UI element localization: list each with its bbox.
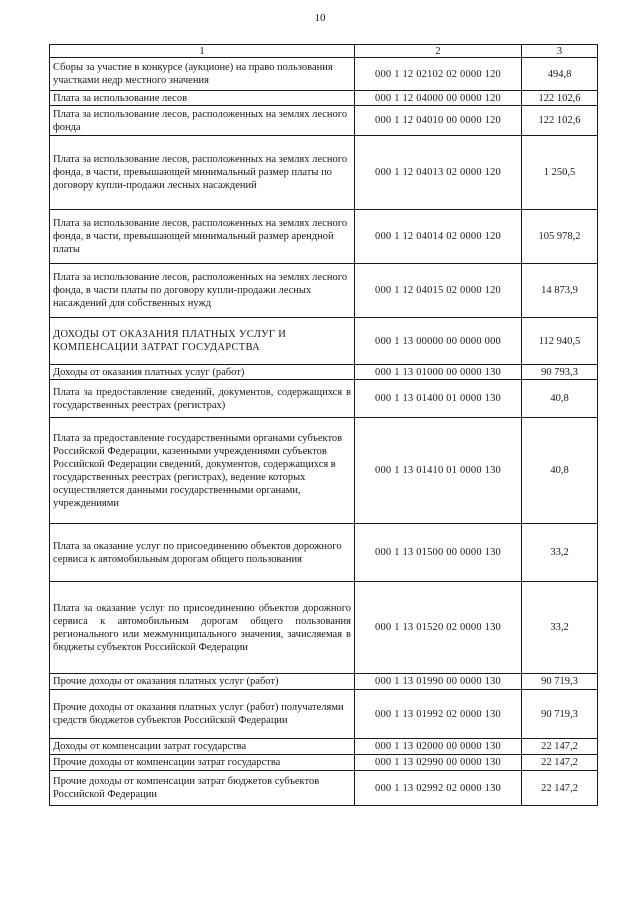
row-code: 000 1 12 04000 00 0000 120 <box>355 91 522 106</box>
row-name: Плата за использование лесов, расположенных на землях лесного фонда, в части, превышающей минимальный размер арендной платы <box>50 210 355 264</box>
row-name: Плата за использование лесов, расположенных на землях лесного фонда, в части, превышающей минимальный размер платы по договору купли-продажи лесных насаждений <box>50 136 355 210</box>
row-name: Доходы от оказания платных услуг (работ) <box>50 365 355 380</box>
row-name: Плата за использование лесов, расположенных на землях лесного фонда, в части платы по договору купли-продажи лесных насаждений для собственных нужд <box>50 264 355 318</box>
row-amount: 40,8 <box>522 380 598 418</box>
column-header-name: 1 <box>50 45 355 58</box>
table-row <box>50 106 598 136</box>
row-code: 000 1 13 01992 02 0000 130 <box>355 690 522 739</box>
row-code: 000 1 13 00000 00 0000 000 <box>355 318 522 365</box>
row-amount: 33,2 <box>522 524 598 582</box>
row-amount: 494,8 <box>522 58 598 91</box>
row-name: Сборы за участие в конкурсе (аукционе) на право пользования участками недр местного значения <box>50 58 355 91</box>
table-row <box>50 582 598 674</box>
row-amount: 22 147,2 <box>522 755 598 771</box>
row-name: Плата за предоставление государственными органами субъектов Российской Федерации, казенными учреждениями субъектов Российской Федерации сведений, документов, содержащихся в государственных реестрах (регистрах), ведение которых осуществляется данными государственными органами, учреждениями <box>50 418 355 524</box>
table-row <box>50 318 598 365</box>
row-code: 000 1 12 04015 02 0000 120 <box>355 264 522 318</box>
row-amount: 90 719,3 <box>522 690 598 739</box>
row-amount: 105 978,2 <box>522 210 598 264</box>
row-name: Прочие доходы от оказания платных услуг (работ) получателями средств бюджетов субъектов Российской Федерации <box>50 690 355 739</box>
row-code: 000 1 13 01000 00 0000 130 <box>355 365 522 380</box>
row-name: Плата за использование лесов <box>50 91 355 106</box>
table-row <box>50 418 598 524</box>
table-row <box>50 58 598 91</box>
table-row <box>50 524 598 582</box>
row-name: Плата за использование лесов, расположенных на землях лесного фонда <box>50 106 355 136</box>
row-name: Плата за оказание услуг по присоединению объектов дорожного сервиса к автомобильным дорогам общего пользования <box>50 524 355 582</box>
row-amount: 22 147,2 <box>522 739 598 755</box>
row-code: 000 1 12 04013 02 0000 120 <box>355 136 522 210</box>
table-row <box>50 91 598 106</box>
table-row <box>50 136 598 210</box>
row-name: Прочие доходы от оказания платных услуг (работ) <box>50 674 355 690</box>
table-row <box>50 380 598 418</box>
table-row <box>50 264 598 318</box>
row-name: ДОХОДЫ ОТ ОКАЗАНИЯ ПЛАТНЫХ УСЛУГ И КОМПЕНСАЦИИ ЗАТРАТ ГОСУДАРСТВА <box>50 318 355 365</box>
row-name: Плата за предоставление сведений, документов, содержащихся в государственных реестрах (регистрах) <box>50 380 355 418</box>
row-name: Доходы от компенсации затрат государства <box>50 739 355 755</box>
table-row <box>50 674 598 690</box>
row-amount: 90 793,3 <box>522 365 598 380</box>
row-name: Прочие доходы от компенсации затрат государства <box>50 755 355 771</box>
row-amount: 122 102,6 <box>522 91 598 106</box>
revenue-table <box>49 44 598 806</box>
table-row <box>50 690 598 739</box>
page-number: 10 <box>314 12 326 24</box>
row-code: 000 1 12 04010 00 0000 120 <box>355 106 522 136</box>
row-amount: 90 719,3 <box>522 674 598 690</box>
row-name: Плата за оказание услуг по присоединению объектов дорожного сервиса к автомобильным дорогам общего пользования регионального или межмуниципального значения, зачисляемая в бюджеты субъектов Российской Федерации <box>50 582 355 674</box>
table-row <box>50 210 598 264</box>
row-amount: 22 147,2 <box>522 771 598 806</box>
row-amount: 33,2 <box>522 582 598 674</box>
row-code: 000 1 13 02000 00 0000 130 <box>355 739 522 755</box>
table-header-row <box>50 45 598 58</box>
row-code: 000 1 13 01410 01 0000 130 <box>355 418 522 524</box>
column-header-amount: 3 <box>522 45 598 58</box>
row-amount: 112 940,5 <box>522 318 598 365</box>
table-row <box>50 365 598 380</box>
row-code: 000 1 13 01520 02 0000 130 <box>355 582 522 674</box>
table-row <box>50 771 598 806</box>
row-code: 000 1 13 02990 00 0000 130 <box>355 755 522 771</box>
table-row <box>50 755 598 771</box>
row-code: 000 1 13 02992 02 0000 130 <box>355 771 522 806</box>
table-row <box>50 739 598 755</box>
row-code: 000 1 13 01400 01 0000 130 <box>355 380 522 418</box>
row-code: 000 1 13 01500 00 0000 130 <box>355 524 522 582</box>
row-amount: 14 873,9 <box>522 264 598 318</box>
row-amount: 122 102,6 <box>522 106 598 136</box>
row-code: 000 1 12 04014 02 0000 120 <box>355 210 522 264</box>
row-amount: 40,8 <box>522 418 598 524</box>
row-code: 000 1 13 01990 00 0000 130 <box>355 674 522 690</box>
row-name: Прочие доходы от компенсации затрат бюджетов субъектов Российской Федерации <box>50 771 355 806</box>
row-amount: 1 250,5 <box>522 136 598 210</box>
column-header-code: 2 <box>355 45 522 58</box>
row-code: 000 1 12 02102 02 0000 120 <box>355 58 522 91</box>
